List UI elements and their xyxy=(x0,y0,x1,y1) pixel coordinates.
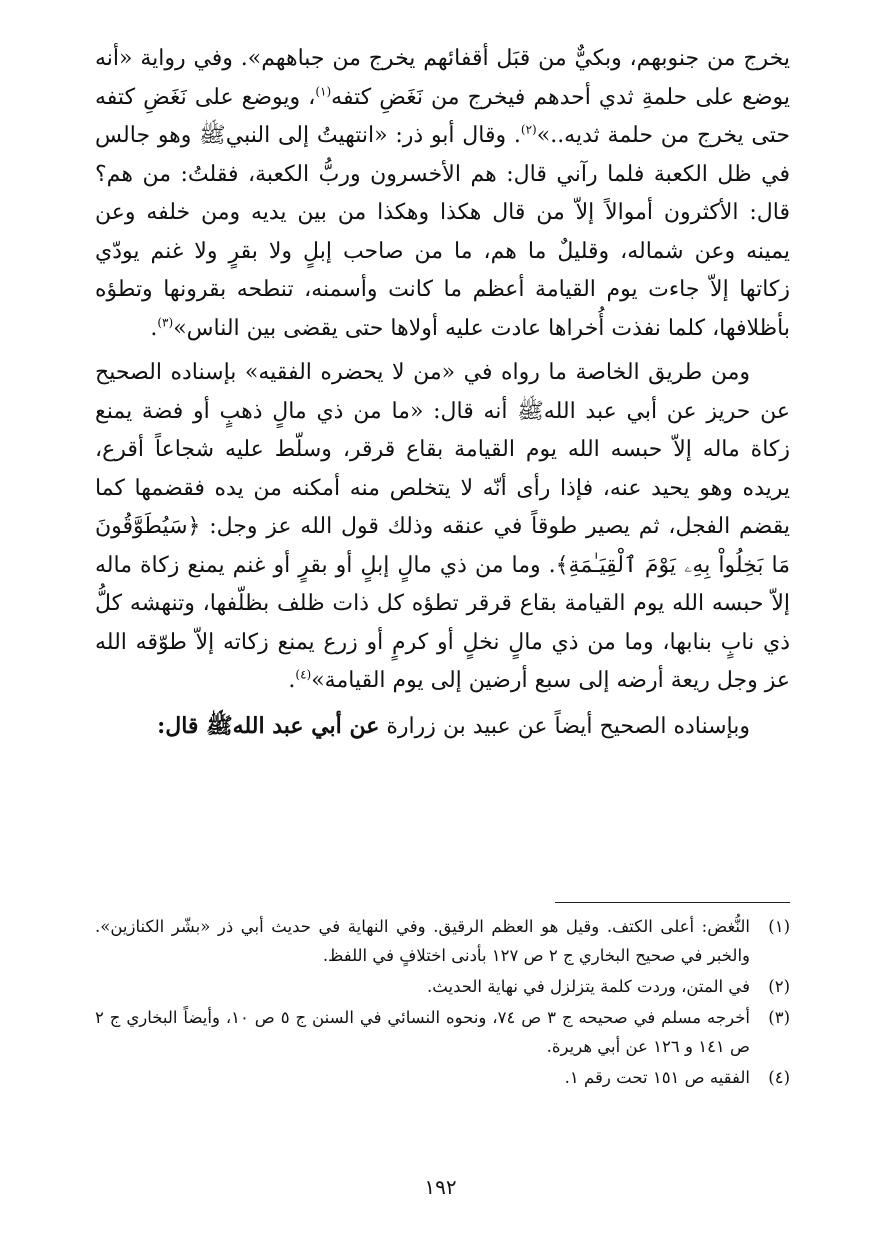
paragraph-2: ومن طريق الخاصة ما رواه في «من لا يحضره الفقيه» بإسناده الصحيح عن حريز عن أبي عبد اللهﷺ أنه قال: «ما من ذي مالٍ ذهبٍ أو فضة يمنع زكاة ماله إلاّ حبسه الله يوم القيامة بقاع قرقر، وسلّط عليه شجاعاً أقرع، يريده وهو يحيد عنه، فإذا رأى أنّه لا يتخلص منه أمكنه من يده فقضمها كما يقضم الفجل، ثم يصير طوقاً في عنقه وذلك قول الله عز وجل: ﴿سَيُطَوَّقُونَ مَا بَخِلُواْ بِهِۦ يَوْمَ ٱلْقِيَـٰمَةِ﴾. وما من ذي مالٍ إبلٍ أو بقرٍ أو غنم يمنع زكاة ماله إلاّ حبسه الله يوم القيامة بقاع قرقر تطؤه كل ذات ظلف بظلّفها، وتنهشه كلُّ ذي نابٍ بنابها، وما من ذي مالٍ نخلٍ أو كرمٍ أو زرع يمنع زكاته إلاّ طوّقه الله عز وجل ريعة أرضه إلى سبع أرضين إلى يوم القيامة»$^{(٤)}$. xyxy=(95,360,790,693)
footnote-ref-2: (٢) xyxy=(520,122,537,137)
footnote-ref-4: (٤) xyxy=(295,667,312,682)
footnote-separator xyxy=(555,902,790,903)
footnote-number: (١) xyxy=(768,917,790,936)
page-number: ١٩٢ xyxy=(424,1175,457,1199)
footnote-2 xyxy=(95,972,790,1001)
footnote-4 xyxy=(95,1063,790,1092)
main-text xyxy=(95,40,790,746)
footnote-number: (٢) xyxy=(768,977,790,996)
footnote-number: (٤) xyxy=(768,1068,790,1087)
footnotes xyxy=(95,912,790,1094)
paragraph-1: يخرج من جنوبهم، وبكيٌّ من قبَل أقفائهم يخرج من جباههم». وفي رواية «أنه يوضع على حلمةِ ثدي أحدهم فيخرج من نَغَضِ كتفه$^{(١)}$، ويوضع على نَغَضِ كتفه حتى يخرج من حلمة ثديه..»$^{(٢)}$. وقال أبو ذر: «انتهيتُ إلى النبيﷺ وهو جالس في ظل الكعبة فلما رآني قال: هم الأخسرون وربُّ الكعبة، فقلتُ: من هم؟ قال: الأكثرون أموالاً إلاّ من قال هكذا وهكذا من بين يديه ومن خلفه وعن يمينه وعن شماله، وقليلٌ ما هم، ما من صاحب إبلٍ ولا بقرٍ ولا غنم يودّي زكاتها إلاّ جاءت يوم القيامة أعظم ما كانت وأسمنه، تنطحه بقرونها وتطؤه بأظلافها، كلما نفذت أُخراها عادت عليه أولاها حتى يقضى بين الناس»$^{(٣)}$. xyxy=(95,46,791,341)
footnote-ref-1: (١) xyxy=(315,84,332,99)
footnote-text: الفقيه ص ١٥١ تحت رقم ١. xyxy=(564,1068,750,1087)
footnote-text: في المتن، وردت كلمة يتزلزل في نهاية الحديث. xyxy=(427,977,750,996)
footnote-1 xyxy=(95,912,790,970)
footnote-number: (٣) xyxy=(768,1008,790,1027)
bold-attribution: عن أبي عبد اللهﷺ قال: xyxy=(157,712,380,739)
footnote-text: أخرجه مسلم في صحيحه ج ٣ ص ٧٤، ونحوه النسائي في السنن ج ٥ ص ١٠، وأيضاً البخاري ج ٢ ص ١٤١ و ١٢٦ عن أبي هريرة. xyxy=(95,1008,750,1056)
footnote-text: النُّغض: أعلى الكتف. وقيل هو العظم الرقيق. وفي النهاية في حديث أبي ذر «بشّر الكنازين». والخبر في صحيح البخاري ج ٢ ص ١٢٧ بأدنى اختلافٍ في اللفظ. xyxy=(95,917,750,965)
footnote-3 xyxy=(95,1003,790,1061)
paragraph-3: وبإسناده الصحيح أيضاً عن عبيد بن زرارة عن أبي عبد اللهﷺ قال: xyxy=(157,712,750,739)
footnote-ref-3: (٣) xyxy=(157,315,174,330)
